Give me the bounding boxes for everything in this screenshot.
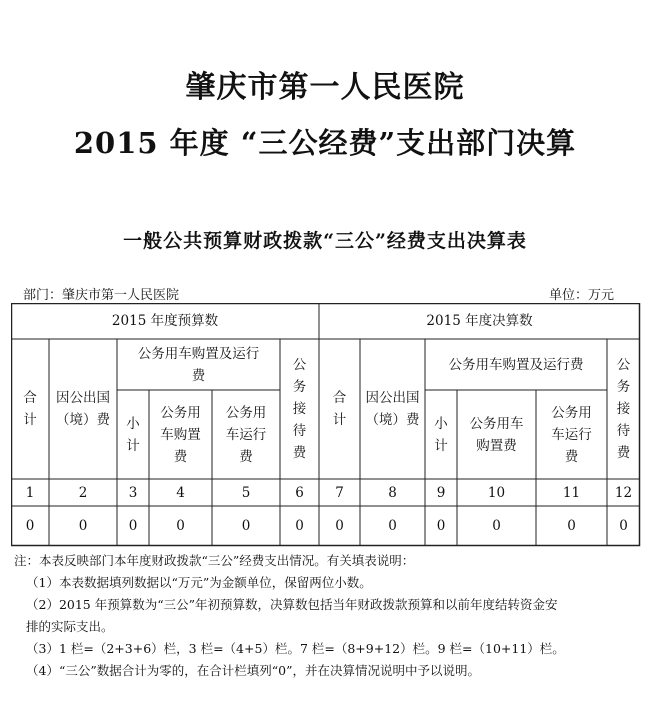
budget-total-header: 合计 <box>23 390 37 428</box>
value-cell: 0 <box>295 518 304 534</box>
final-subtotal-header: 小计 <box>434 415 448 454</box>
col-number: 6 <box>295 484 304 501</box>
col-number: 3 <box>128 484 138 501</box>
col-number: 12 <box>614 484 633 501</box>
value-cell: 0 <box>492 518 501 534</box>
note-line: 排的实际支出。 <box>26 619 114 634</box>
col-number: 10 <box>487 484 506 501</box>
final-group-header: 2015 年度决算数 <box>426 313 533 329</box>
note-line: （1）本表数据填列数据以“万元”为金额单位，保留两位小数。 <box>26 575 372 590</box>
note-line: （4）“三公”数据合计为零的，在合计栏填列“0”，并在决算情况说明中予以说明。 <box>26 663 480 678</box>
value-cell: 0 <box>25 518 35 534</box>
final-reception-header: 公务接待费 <box>616 357 631 461</box>
expense-table <box>11 303 641 547</box>
value-cell: 0 <box>128 518 138 534</box>
col-number: 4 <box>176 484 185 501</box>
final-abroad-header: 因公出国（境）费 <box>365 390 420 428</box>
unit-label: 单位：万元 <box>548 288 614 303</box>
value-cell: 0 <box>388 518 397 534</box>
report-title-line-1: 肇庆市第一人民医院 <box>185 70 465 105</box>
budget-subtotal-header: 小计 <box>126 415 140 454</box>
col-number: 8 <box>388 484 397 501</box>
col-number: 9 <box>436 484 446 501</box>
value-cell: 0 <box>176 518 185 534</box>
value-cell: 0 <box>619 518 628 534</box>
final-operation-header: 公务用车运行费 <box>551 404 592 465</box>
notes-section <box>14 550 644 682</box>
report-title-line-2: 2015 年度 “三公经费”支出部门决算 <box>73 126 577 160</box>
final-total-header: 合计 <box>332 390 347 428</box>
budget-reception-header: 公务接待费 <box>292 357 307 461</box>
note-line: 注：本表反映部门本年度财政拨款“三公”经费支出情况。有关填表说明： <box>14 553 415 568</box>
final-purchase-header: 公务用车购置费 <box>469 415 524 454</box>
note-line: （3）1 栏=（2+3+6）栏，3 栏=（4+5）栏。7 栏=（8+9+12）栏。9 栏=（10+11）栏。 <box>26 641 565 656</box>
department-label: 部门：肇庆市第一人民医院 <box>23 288 180 303</box>
col-number: 7 <box>335 484 344 501</box>
col-number: 1 <box>25 484 35 501</box>
col-number: 11 <box>562 484 581 501</box>
budget-group-header: 2015 年度预算数 <box>111 313 219 329</box>
col-number: 5 <box>241 484 251 501</box>
value-cell: 0 <box>78 518 88 534</box>
note-line: （2）2015 年预算数为“三公”年初预算数，决算数包括当年财政拨款预算和以前年度结转资金安 <box>26 597 558 612</box>
value-cell: 0 <box>335 518 344 534</box>
budget-abroad-header: 因公出国（境）费 <box>56 390 110 428</box>
final-vehicle-group-header: 公务用车购置及运行费 <box>448 356 584 373</box>
budget-operation-header: 公务用车运行费 <box>225 404 267 465</box>
table-subtitle: 一般公共预算财政拨款“三公”经费支出决算表 <box>123 230 527 252</box>
value-cell: 0 <box>436 518 446 534</box>
value-cell: 0 <box>567 518 576 534</box>
value-cell: 0 <box>241 518 251 534</box>
col-number: 2 <box>78 484 88 501</box>
budget-purchase-header: 公务用车购置费 <box>160 404 201 465</box>
budget-vehicle-group-header: 公务用车购置及运行费 <box>137 345 260 384</box>
